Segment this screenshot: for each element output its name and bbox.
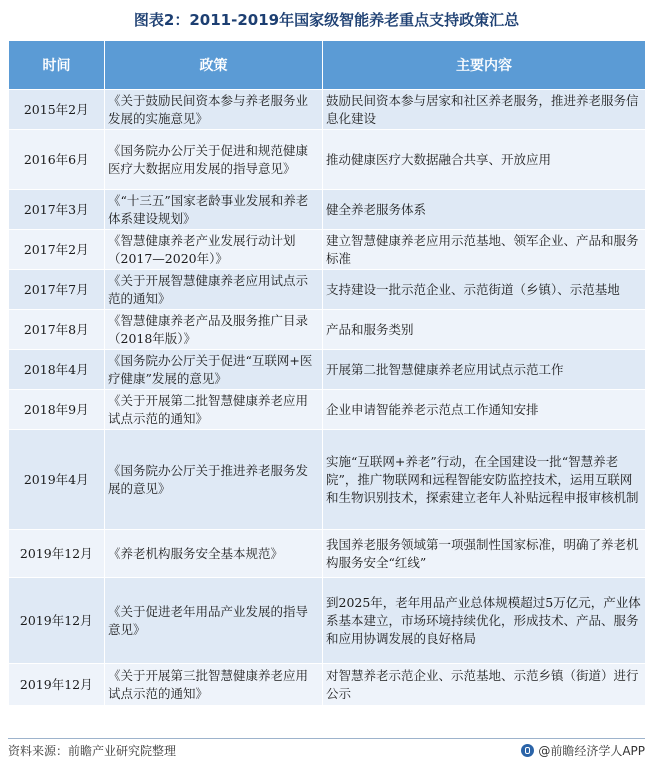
cell-policy: 《关于促进老年用品产业发展的指导意见》	[105, 578, 323, 664]
table-row	[9, 130, 646, 190]
cell-time: 2018年4月	[9, 350, 105, 390]
cell-policy: 《国务院办公厅关于促进“互联网+医疗健康”发展的意见》	[105, 350, 323, 390]
cell-time: 2017年2月	[9, 230, 105, 270]
table-row	[9, 230, 646, 270]
header-content: 主要内容	[323, 41, 646, 90]
footer	[8, 738, 645, 761]
cell-policy: 《关于开展第三批智慧健康养老应用试点示范的通知》	[105, 664, 323, 706]
table-row	[9, 350, 646, 390]
cell-policy: 《关于开展智慧健康养老应用试点示范的通知》	[105, 270, 323, 310]
table-row	[9, 430, 646, 530]
policy-table	[8, 40, 646, 706]
cell-policy: 《养老机构服务安全基本规范》	[105, 530, 323, 578]
cell-content: 产品和服务类别	[323, 310, 646, 350]
cell-content: 健全养老服务体系	[323, 190, 646, 230]
cell-time: 2016年6月	[9, 130, 105, 190]
page-title: 图表2：2011-2019年国家级智能养老重点支持政策汇总	[133, 10, 520, 29]
cell-time: 2015年2月	[9, 90, 105, 130]
cell-content: 鼓励民间资本参与居家和社区养老服务，推进养老服务信息化建设	[323, 90, 646, 130]
cell-policy: 《国务院办公厅关于推进养老服务发展的意见》	[105, 430, 323, 530]
cell-content: 实施“互联网+养老”行动，在全国建设一批“智慧养老院”，推广物联网和远程智能安防监控技术，运用互联网和生物识别技术，探索建立老年人补贴远程申报审核机制	[323, 430, 646, 530]
table-row	[9, 664, 646, 706]
table-row	[9, 530, 646, 578]
qianzhan-logo-icon	[521, 744, 534, 757]
cell-content: 企业申请智能养老示范点工作通知安排	[323, 390, 646, 430]
cell-content: 对智慧养老示范企业、示范基地、示范乡镇（街道）进行公示	[323, 664, 646, 706]
brand-credit	[521, 742, 645, 759]
cell-content: 到2025年，老年用品产业总体规模超过5万亿元，产业体系基本建立，市场环境持续优化，形成技术、产品、服务和应用协调发展的良好格局	[323, 578, 646, 664]
cell-policy: 《智慧健康养老产业发展行动计划（2017—2020年）》	[105, 230, 323, 270]
cell-policy: 《智慧健康养老产品及服务推广目录（2018年版）》	[105, 310, 323, 350]
cell-time: 2019年12月	[9, 530, 105, 578]
cell-time: 2019年12月	[9, 578, 105, 664]
header-policy: 政策	[105, 41, 323, 90]
cell-policy: 《“十三五”国家老龄事业发展和养老体系建设规划》	[105, 190, 323, 230]
cell-content: 推动健康医疗大数据融合共享、开放应用	[323, 130, 646, 190]
table-header-row	[9, 41, 646, 90]
cell-content: 开展第二批智慧健康养老应用试点示范工作	[323, 350, 646, 390]
cell-content: 我国养老服务领域第一项强制性国家标准，明确了养老机构服务安全“红线”	[323, 530, 646, 578]
cell-content: 建立智慧健康养老应用示范基地、领军企业、产品和服务标准	[323, 230, 646, 270]
header-time: 时间	[9, 41, 105, 90]
table-row	[9, 270, 646, 310]
cell-time: 2017年7月	[9, 270, 105, 310]
table-row	[9, 90, 646, 130]
cell-time: 2018年9月	[9, 390, 105, 430]
cell-policy: 《关于鼓励民间资本参与养老服务业发展的实施意见》	[105, 90, 323, 130]
table-row	[9, 190, 646, 230]
cell-policy: 《国务院办公厅关于促进和规范健康医疗大数据应用发展的指导意见》	[105, 130, 323, 190]
cell-time: 2017年8月	[9, 310, 105, 350]
brand-label: @前瞻经济学人APP	[538, 743, 645, 758]
table-row	[9, 390, 646, 430]
cell-policy: 《关于开展第二批智慧健康养老应用试点示范的通知》	[105, 390, 323, 430]
cell-content: 支持建设一批示范企业、示范街道（乡镇）、示范基地	[323, 270, 646, 310]
table-row	[9, 310, 646, 350]
cell-time: 2019年4月	[9, 430, 105, 530]
table-row	[9, 578, 646, 664]
source-note: 资料来源：前瞻产业研究院整理	[8, 743, 177, 758]
cell-time: 2019年12月	[9, 664, 105, 706]
cell-time: 2017年3月	[9, 190, 105, 230]
